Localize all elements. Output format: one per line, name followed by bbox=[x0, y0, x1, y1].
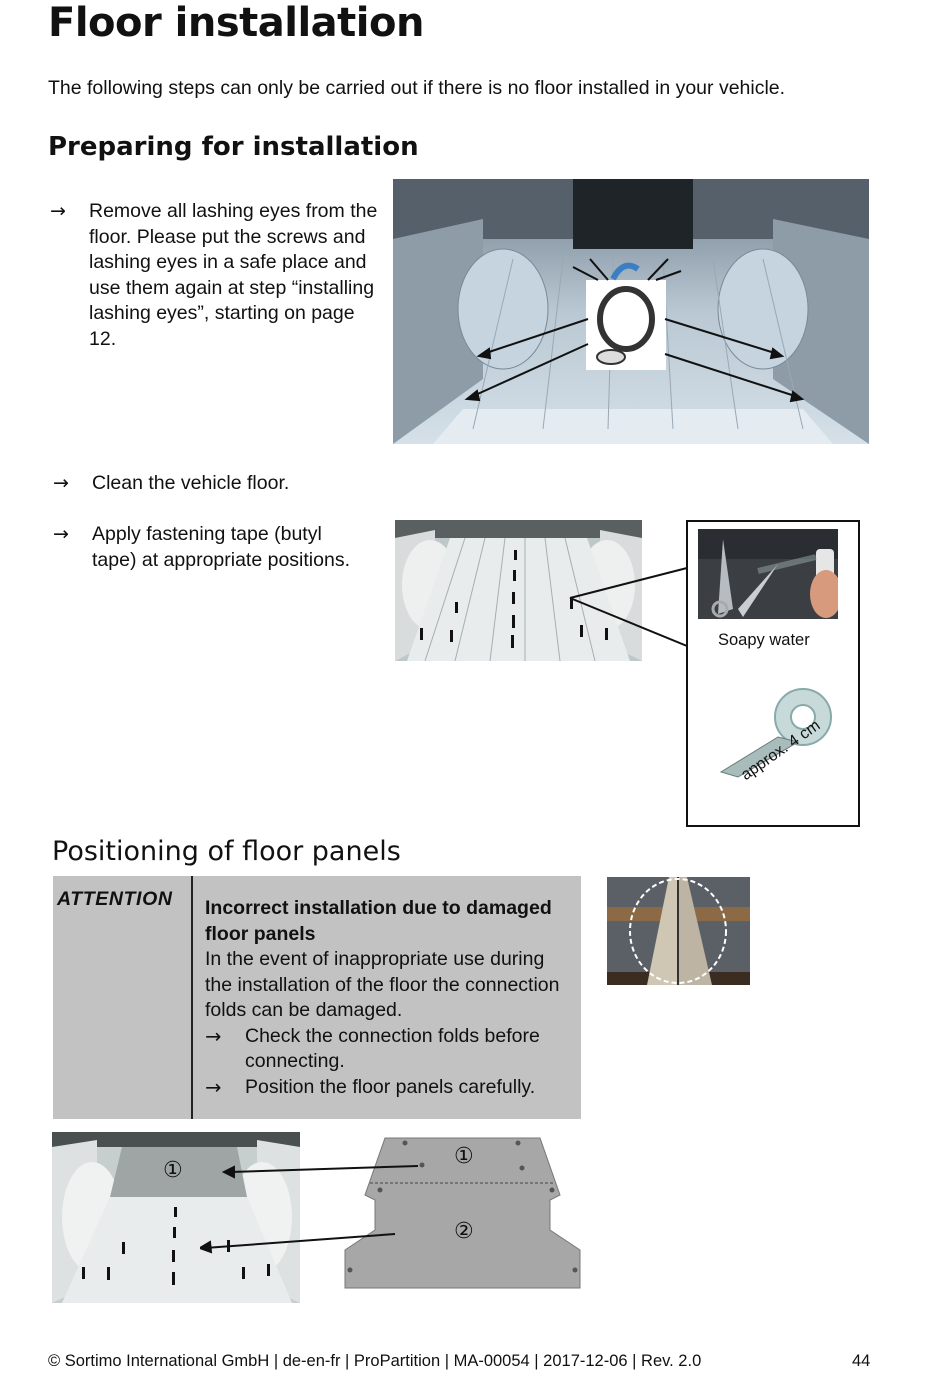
connection-fold-illustration bbox=[607, 877, 750, 985]
footer-text: © Sortimo International GmbH | de-en-fr | ProPartition | MA-00054 | 2017-12-06 | Rev. 2.0 bbox=[48, 1352, 702, 1370]
attention-text: In the event of inappropriate use during the installation of the floor the connection folds can be damaged. bbox=[205, 948, 560, 1021]
arrow-bullet-icon: → bbox=[205, 1075, 222, 1099]
step-text: Apply fastening tape (butyl tape) at appropriate positions. bbox=[92, 523, 350, 571]
step-text: Clean the vehicle floor. bbox=[92, 472, 290, 494]
arrow-bullet-icon: → bbox=[205, 1024, 222, 1048]
intro-text: The following steps can only be carried out if there is no floor installed in your vehicle. bbox=[48, 77, 786, 99]
section-heading-positioning: Positioning of floor panels bbox=[52, 836, 401, 867]
panel-number-label: ② bbox=[454, 1219, 474, 1244]
callout-box bbox=[686, 520, 860, 827]
attention-label: ATTENTION bbox=[57, 888, 173, 910]
tape-width-label: approx. 4 cm bbox=[738, 716, 824, 784]
attention-divider bbox=[191, 876, 193, 1119]
arrow-bullet-icon: → bbox=[53, 523, 69, 545]
spray-scissors-illustration bbox=[698, 529, 838, 619]
attention-item-text: Check the connection folds before connecting. bbox=[245, 1024, 540, 1072]
attention-body bbox=[205, 896, 575, 1100]
page-title: Floor installation bbox=[48, 0, 424, 46]
attention-item bbox=[205, 1024, 575, 1075]
van-interior-illustration bbox=[393, 179, 869, 444]
arrow-bullet-icon: → bbox=[50, 200, 66, 222]
page-number: 44 bbox=[852, 1352, 871, 1370]
floor-panel-diagram bbox=[200, 1130, 590, 1300]
soapy-water-label: Soapy water bbox=[718, 631, 810, 649]
panel-number-label: ① bbox=[454, 1144, 474, 1169]
attention-heading: Incorrect installation due to damaged floor panels bbox=[205, 897, 552, 945]
attention-box bbox=[53, 876, 581, 1119]
attention-item bbox=[205, 1075, 575, 1101]
panel-number-label: ① bbox=[163, 1158, 183, 1183]
photo-soapy-water-spray bbox=[698, 529, 838, 619]
callout-connector bbox=[565, 560, 690, 650]
photo-van-interior-lashing-eyes bbox=[393, 179, 869, 444]
attention-item-text: Position the floor panels carefully. bbox=[245, 1075, 536, 1098]
step-text: Remove all lashing eyes from the floor. Please put the screws and lashing eyes in a safe place and use them again at step “installing lashing eyes”, starting on page 12. bbox=[89, 200, 378, 350]
photo-connection-fold bbox=[607, 877, 750, 985]
section-heading-preparing: Preparing for installation bbox=[48, 132, 419, 162]
arrow-bullet-icon: → bbox=[53, 472, 69, 494]
